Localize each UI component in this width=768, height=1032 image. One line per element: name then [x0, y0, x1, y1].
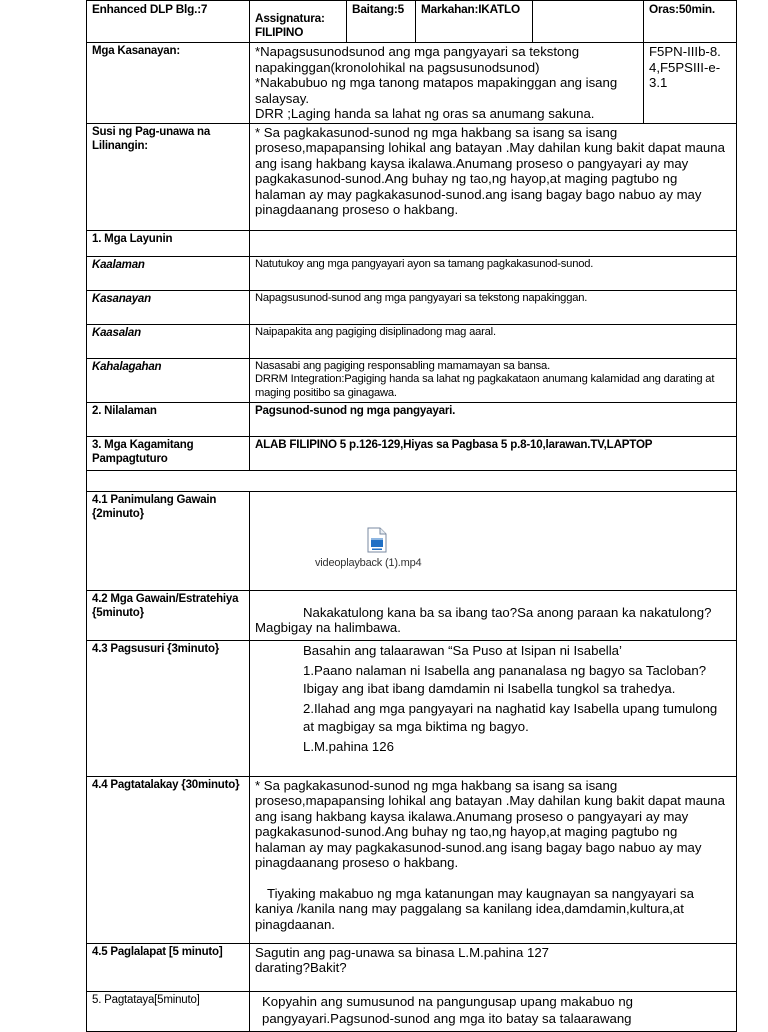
skills-row: [87, 43, 737, 124]
grade-level: Baitang:5: [347, 1, 416, 43]
skill-objective-label: Kasanayan: [87, 290, 250, 324]
content-text: Pagsunod-sunod ng mga pangyayari.: [250, 402, 737, 436]
materials-row: [87, 436, 737, 470]
skills-line-1: *Napagsusunodsunod ang mga pangyayari sa tekstong napakinggan(kronolohikal na pagsusunodsunod): [255, 44, 580, 75]
analysis-row: [87, 640, 737, 776]
application-row: [87, 943, 737, 991]
discussion-row: [87, 776, 737, 943]
attitude-text: Naipapakita ang pagiging disiplinadong mag aaral.: [250, 324, 737, 358]
objectives-empty: [250, 230, 737, 256]
content-row: [87, 402, 737, 436]
evaluation-text: Kopyahin ang sumusunod na pangungusap upang makabuo ng pangyayari.Pagsunod-sunod ang mga ito batay sa talaarawang: [250, 991, 737, 1031]
time-allotment: Oras:50min.: [644, 1, 737, 43]
activity-label: 4.2 Mga Gawain/Estratehiya {5minuto}: [87, 590, 250, 640]
subject-label: Assignatura:: [255, 11, 325, 25]
content-label: 2. Nilalaman: [87, 402, 250, 436]
knowledge-row: [87, 256, 737, 290]
values-line-1: Nasasabi ang pagiging responsabling mamamayan sa bansa.: [255, 359, 550, 372]
activity-row: [87, 590, 737, 640]
materials-text: ALAB FILIPINO 5 p.126-129,Hiyas sa Pagbasa 5 p.8-10,larawan.TV,LAPTOP: [250, 436, 737, 470]
knowledge-text: Natutukoy ang mga pangyayari ayon sa tamang pagkakasunod-sunod.: [250, 256, 737, 290]
intro-row: [87, 491, 737, 590]
discussion-text: [250, 776, 737, 943]
dlp-table: [86, 0, 737, 1032]
discussion-paragraph-2: Tiyaking makabuo ng mga katanungan may kaugnayan sa nangyayari sa kaniya /kanila nang may paggalang sa kanilang idea,damdamin,kultura,at pinagdaanan.: [255, 885, 694, 932]
key-understanding-text: * Sa pagkakasunod-sunod ng mga hakbang sa isang sa isang proseso,mapapansing lohikal ang batayan .May dahilan kung bakit dapat mauna ang isang hakbang kaysa ikalawa.Anumang proseso o pangyayari ay may pagkakasunod-sunod.Ang buhay ng tao,ng hayop,at maging pagtubo ng halaman ay may pagkakasunod-sunod.ang isang bagay bago nabuo ay may pinagdaanang proseso o hakbang.: [250, 123, 737, 230]
video-file-name[interactable]: videoplayback (1).mp4: [315, 556, 422, 569]
values-row: [87, 358, 737, 402]
objectives-row: [87, 230, 737, 256]
drr-line: DRR ;Laging handa sa lahat ng oras sa anumang sakuna.: [255, 106, 595, 121]
analysis-question-1: 1.Paano nalaman ni Isabella ang pananalasa ng bagyo sa Tacloban?Ibigay ang ibat ibang damdamin ni Isabella tungkol sa trahedya.: [303, 663, 707, 696]
skills-text: [250, 43, 644, 124]
activity-question: Nakakatulong kana ba sa ibang tao?Sa anong paraan ka nakatulong?Magbigay na halimbawa.: [255, 604, 712, 635]
attitude-label: Kaasalan: [87, 324, 250, 358]
intro-label: 4.1 Panimulang Gawain {2minuto}: [87, 491, 250, 590]
application-line-2: darating?Bakit?: [255, 960, 347, 975]
spacer-row: [87, 470, 737, 491]
values-text: [250, 358, 737, 402]
analysis-label: 4.3 Pagsusuri {3minuto}: [87, 640, 250, 776]
competency-code: F5PN-IIIb-8.4,F5PSIII-e-3.1: [644, 43, 737, 124]
key-understanding-row: [87, 123, 737, 230]
video-file-icon[interactable]: [367, 527, 387, 553]
skill-objective-text: Napagsusunod-sunod ang mga pangyayari sa tekstong napakinggan.: [250, 290, 737, 324]
discussion-label: 4.4 Pagtatalakay {30minuto}: [87, 776, 250, 943]
intro-content: [250, 491, 737, 590]
header-empty-cell: [533, 1, 644, 43]
evaluation-label: 5. Pagtataya[5minuto]: [87, 991, 250, 1031]
evaluation-row: [87, 991, 737, 1031]
materials-label: 3. Mga Kagamitang Pampagtuturo: [87, 436, 250, 470]
skill-objective-row: [87, 290, 737, 324]
application-label: 4.5 Paglalapat [5 minuto]: [87, 943, 250, 991]
application-text: [250, 943, 737, 991]
video-attachment[interactable]: [255, 493, 731, 589]
discussion-paragraph-1: * Sa pagkakasunod-sunod ng mga hakbang sa isang sa isang proseso,mapapansing lohikal ang batayan .May dahilan kung bakit dapat mauna ang isang hakbang kaysa ikalawa.Anumang proseso o pangyayari ay may pagkakasunod-sunod.Ang buhay ng tao,ng hayop,at maging pagtubo ng halaman ay may pagkakasunod-sunod.ang isang bagay bago nabuo ay may pinagdaanang proseso o hakbang.: [255, 777, 725, 870]
skills-line-2: *Nakabubuo ng mga tanong matapos mapakinggan ang isang salaysay.: [255, 75, 618, 106]
subject-cell: [250, 1, 347, 43]
skills-label: Mga Kasanayan:: [87, 43, 250, 124]
analysis-page-ref: L.M.pahina 126: [303, 739, 394, 754]
subject-value: FILIPINO: [255, 25, 304, 39]
analysis-instruction: Basahin ang talaarawan “Sa Puso at Isipan ni Isabella’: [303, 642, 622, 658]
application-line-1: Sagutin ang pag-unawa sa binasa L.M.pahina 127: [255, 944, 550, 960]
knowledge-label: Kaalaman: [87, 256, 250, 290]
analysis-text: [250, 640, 737, 776]
attitude-row: [87, 324, 737, 358]
objectives-label: 1. Mga Layunin: [87, 230, 250, 256]
header-row: [87, 1, 737, 43]
spacer-cell: [87, 470, 737, 491]
activity-text: [250, 590, 737, 640]
key-understanding-label: Susi ng Pag-unawa na Lilinangin:: [87, 123, 250, 230]
values-label: Kahalagahan: [87, 358, 250, 402]
quarter: Markahan:IKATLO: [416, 1, 533, 43]
analysis-question-2: 2.Ilahad ang mga pangyayari na naghatid kay Isabella upang tumulong at magbigay sa mga biktima ng bagyo.: [303, 701, 718, 734]
dlp-number: Enhanced DLP Blg.:7: [87, 1, 250, 43]
drrm-integration: DRRM Integration:Pagiging handa sa lahat ng pagkakataon anumang kalamidad ang darating at maging positibo sa ginagawa.: [255, 373, 715, 399]
